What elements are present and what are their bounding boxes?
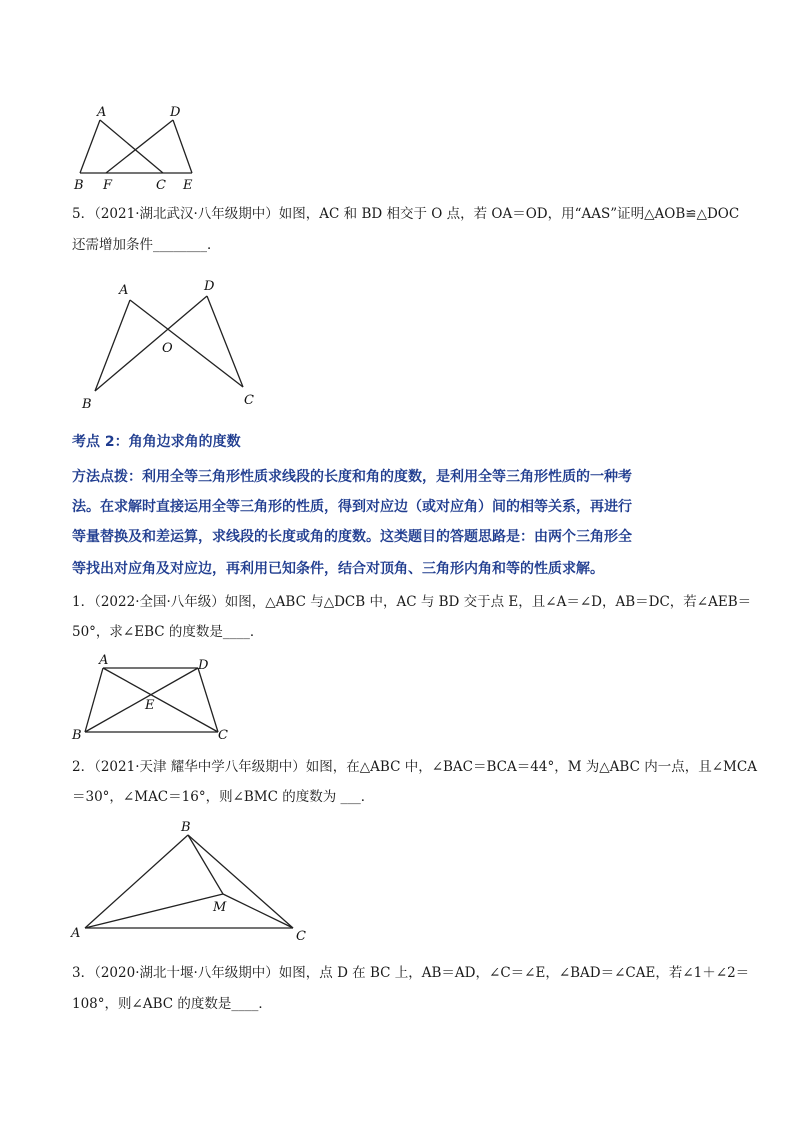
method-line-2: 法。在求解时直接运用全等三角形的性质，得到对应边（或对应角）间的相等关系，再进行 [72,499,632,515]
q2-line1: 2．（2021·天津 耀华中学八年级期中）如图，在△ABC 中，∠BAC＝BCA＝44°，M 为△ABC 内一点，且∠MCA [72,759,757,775]
method-line-3: 等量替换及和差运算，求线段的长度或角的度数。这类题目的答题思路是：由两个三角形全 [72,529,632,545]
label-f: F [103,178,113,193]
q5-line2: 还需增加条件________． [72,237,221,253]
q5-line1: 5．（2021·湖北武汉·八年级期中）如图，AC 和 BD 相交于 O 点，若 OA＝OD，用“AAS”证明△AOB≌△DOC [72,206,740,222]
segment-db [95,296,207,391]
method-line-4: 等找出对应角及对应边，再利用已知条件，结合对顶角、三角形内角和等的性质求解。 [72,561,604,577]
q3-line1: 3．（2020·湖北十堰·八年级期中）如图，点 D 在 BC 上，AB＝AD，∠C＝∠E，∠BAD＝∠CAE，若∠1＋∠2＝ [72,965,750,981]
label-c: C [244,393,254,408]
method-line-1: 方法点拨：利用全等三角形性质求线段的长度和角的度数，是利用全等三角形性质的一种考 [72,469,632,485]
figure-q1 [70,652,245,747]
segment-de [173,120,192,173]
segment-bc [188,835,293,928]
segment-fd [106,120,173,173]
label-a: A [119,283,129,298]
segment-bm [188,835,223,894]
segment-db [85,668,198,732]
section-title: 考点 2：角角边求角的度数 [72,434,241,450]
figure-q2 [68,815,318,945]
segment-ba [85,835,188,928]
q1-line1: 1．（2022·全国·八年级）如图，△ABC 与△DCB 中，AC 与 BD 交于点 E，且∠A＝∠D，AB＝DC，若∠AEB＝ [72,594,752,610]
q3-line2: 108°，则∠ABC 的度数是____． [72,996,272,1012]
label-a: A [97,105,107,120]
label-e: E [145,698,155,713]
segment-ac [100,120,163,173]
label-c: C [156,178,166,193]
label-d: D [170,105,181,120]
label-d: D [198,658,209,673]
label-o: O [162,341,173,356]
segment-ab [85,668,103,732]
label-b: B [82,397,92,412]
segment-ab [80,120,100,173]
label-c: C [218,728,228,743]
label-b: B [72,728,82,743]
label-d: D [204,279,215,294]
label-b: B [74,178,84,193]
label-e: E [183,178,193,193]
label-m: M [213,900,227,915]
q2-line2: ＝30°，∠MAC＝16°，则∠BMC 的度数为 ___． [72,789,375,805]
q1-line2: 50°，求∠EBC 的度数是____． [72,624,264,640]
segment-mc [223,894,293,928]
label-c: C [296,929,306,944]
label-a: A [99,653,109,668]
segment-ab [95,300,130,391]
figure-top-triangles [70,100,200,195]
segment-am [85,894,223,928]
figure-q5 [75,275,275,415]
label-a: A [71,926,81,941]
label-b: B [181,820,191,835]
